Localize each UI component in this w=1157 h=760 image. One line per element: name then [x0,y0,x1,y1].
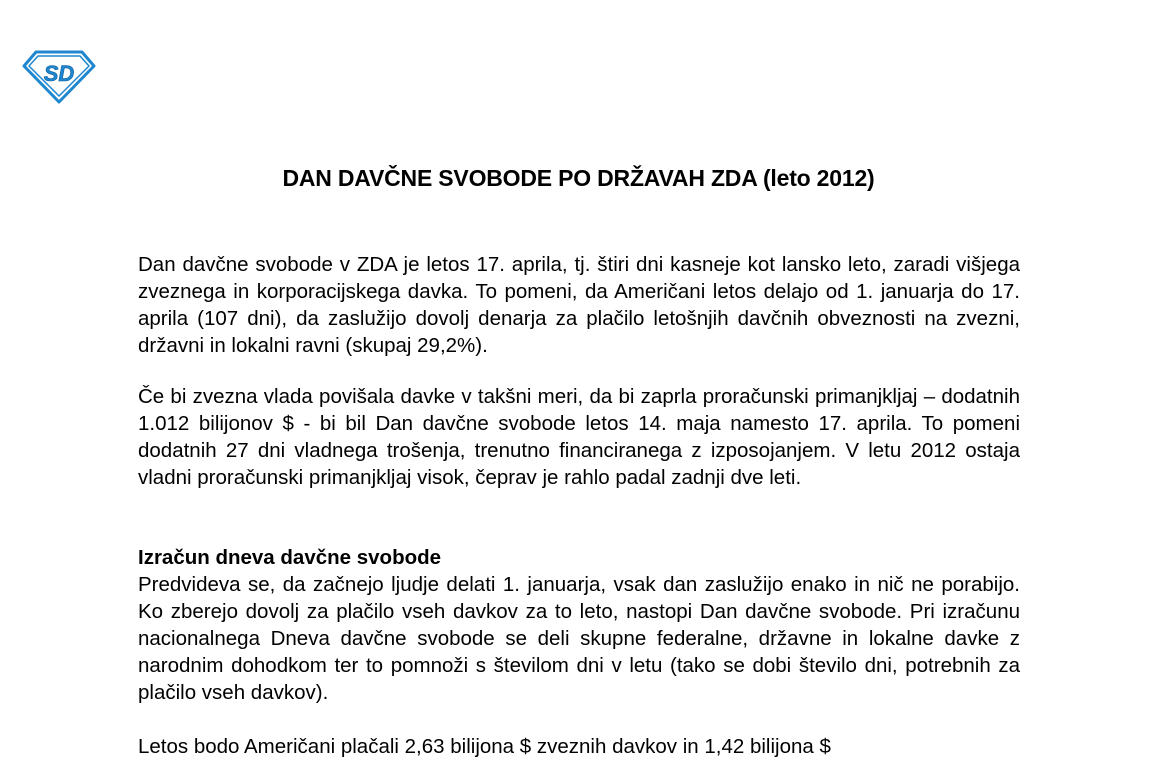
document-title: DAN DAVČNE SVOBODE PO DRŽAVAH ZDA (leto 2012) [282,165,875,191]
superman-shield-icon [22,50,96,104]
paragraph-deficit: Če bi zvezna vlada povišala davke v takšni meri, da bi zaprla proračunski primanjkljaj – dodatnih 1.012 bilijonov $ - bi bil Dan davčne svobode letos 14. maja namesto 17. aprila. To pomeni dodatnih 27 dni vladnega trošenja, trenutno financiranega z izposojanjem. V letu 2012 ostaja vladni proračunski primanjkljaj visok, čeprav je rahlo padal zadnji dve leti. [138,385,1020,489]
svg-text:SD: SD [43,61,75,86]
paragraph-taxes: Letos bodo Američani plačali 2,63 bilijona $ zveznih davkov in 1,42 bilijona $ [138,735,831,758]
section-calculation [138,544,1020,706]
section-heading: Izračun dneva davčne svobode [138,546,442,569]
logo-emblem [22,50,96,104]
paragraph-intro: Dan davčne svobode v ZDA je letos 17. aprila, tj. štiri dni kasneje kot lansko leto, zaradi višjega zveznega in korporacijskega davka. To pomeni, da Američani letos delajo od 1. januarja do 17. aprila (107 dni), da zaslužijo dovolj denarja za plačilo letošnjih davčnih obveznosti na zvezni, državni in lokalni ravni (skupaj 29,2%). [138,253,1020,357]
paragraph-calculation: Predvideva se, da začnejo ljudje delati 1. januarja, vsak dan zaslužijo enako in nič ne porabijo. Ko zberejo dovolj za plačilo vseh davkov za to leto, nastopi Dan davčne svobode. Pri izračunu nacionalnega Dneva davčne svobode se deli skupne federalne, državne in lokalne davke z narodnim dohodkom ter to pomnoži s številom dni v letu (tako se dobi število dni, potrebnih za plačilo vseh davkov). [138,573,1020,704]
